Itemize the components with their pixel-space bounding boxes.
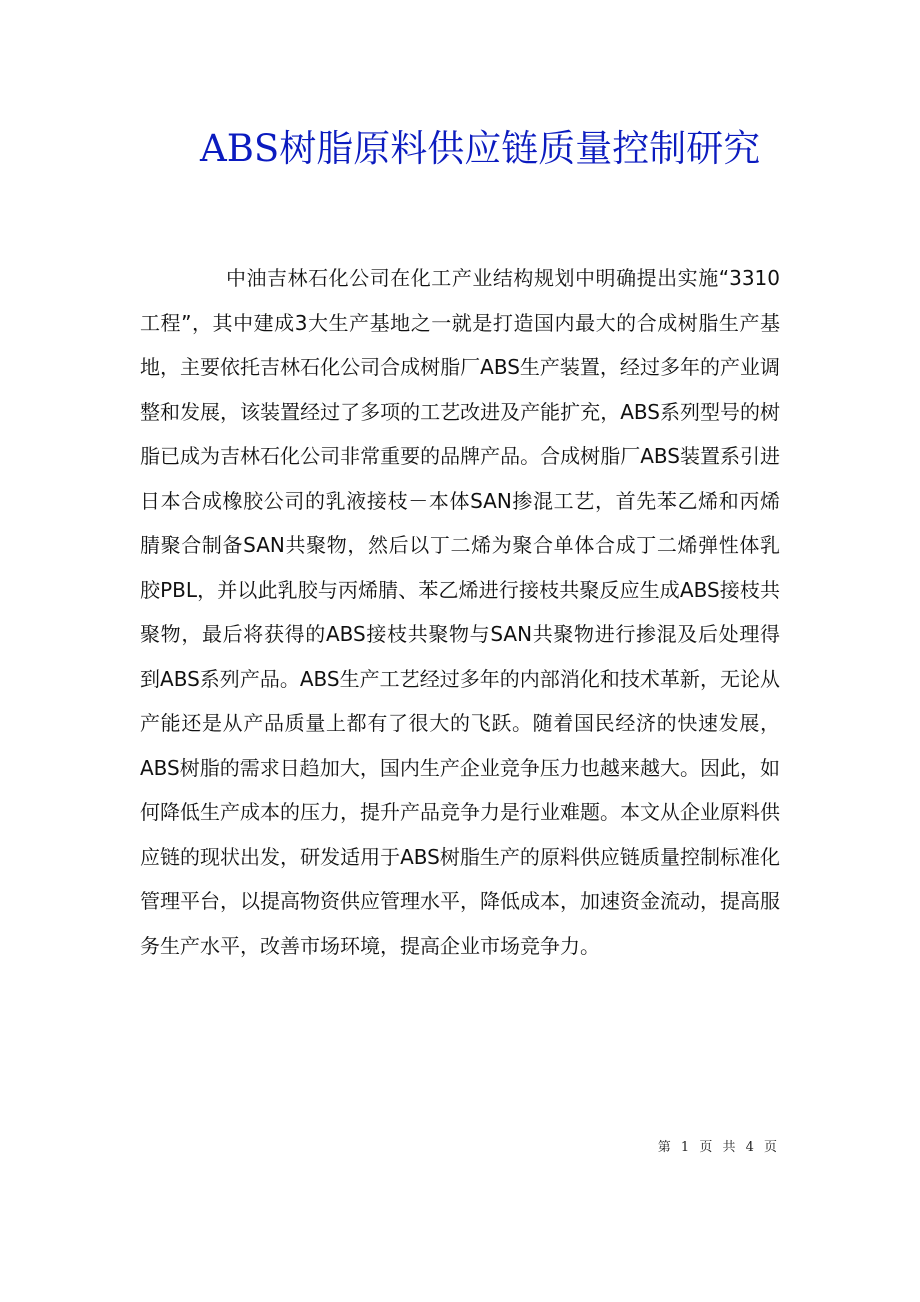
document-title: ABS树脂原料供应链质量控制研究 — [200, 127, 761, 170]
body-paragraph: 中油吉林石化公司在化工产业结构规划中明确提出实施“3310工程”，其中建成3大生产基地之一就是打造国内最大的合成树脂生产基地，主要依托吉林石化公司合成树脂厂ABS生产装置，经过多年的产业调整和发展，该装置经过了多项的工艺改进及产能扩充，ABS系列型号的树脂已成为吉林石化公司非常重要的品牌产品。合成树脂厂ABS装置系引进日本合成橡胶公司的乳液接枝－本体SAN掺混工艺，首先苯乙烯和丙烯腈聚合制备SAN共聚物，然后以丁二烯为聚合单体合成丁二烯弹性体乳胶PBL，并以此乳胶与丙烯腈、苯乙烯进行接枝共聚反应生成ABS接枝共聚物，最后将获得的ABS接枝共聚物与SAN共聚物进行掺混及后处理得到ABS系列产品。ABS生产工艺经过多年的内部消化和技术革新，无论从产能还是从产品质量上都有了很大的飞跃。随着国民经济的快速发展，ABS树脂的需求日趋加大，国内生产企业竞争压力也越来越大。因此，如何降低生产成本的压力，提升产品竞争力是行业难题。本文从企业原料供应链的现状出发，研发适用于ABS树脂生产的原料供应链质量控制标准化管理平台，以提高物资供应管理水平，降低成本，加速资金流动，提高服务生产水平，改善市场环境，提高企业市场竞争力。 — [140, 266, 780, 958]
page-number: 第 1 页 共 4 页 — [657, 1140, 780, 1155]
